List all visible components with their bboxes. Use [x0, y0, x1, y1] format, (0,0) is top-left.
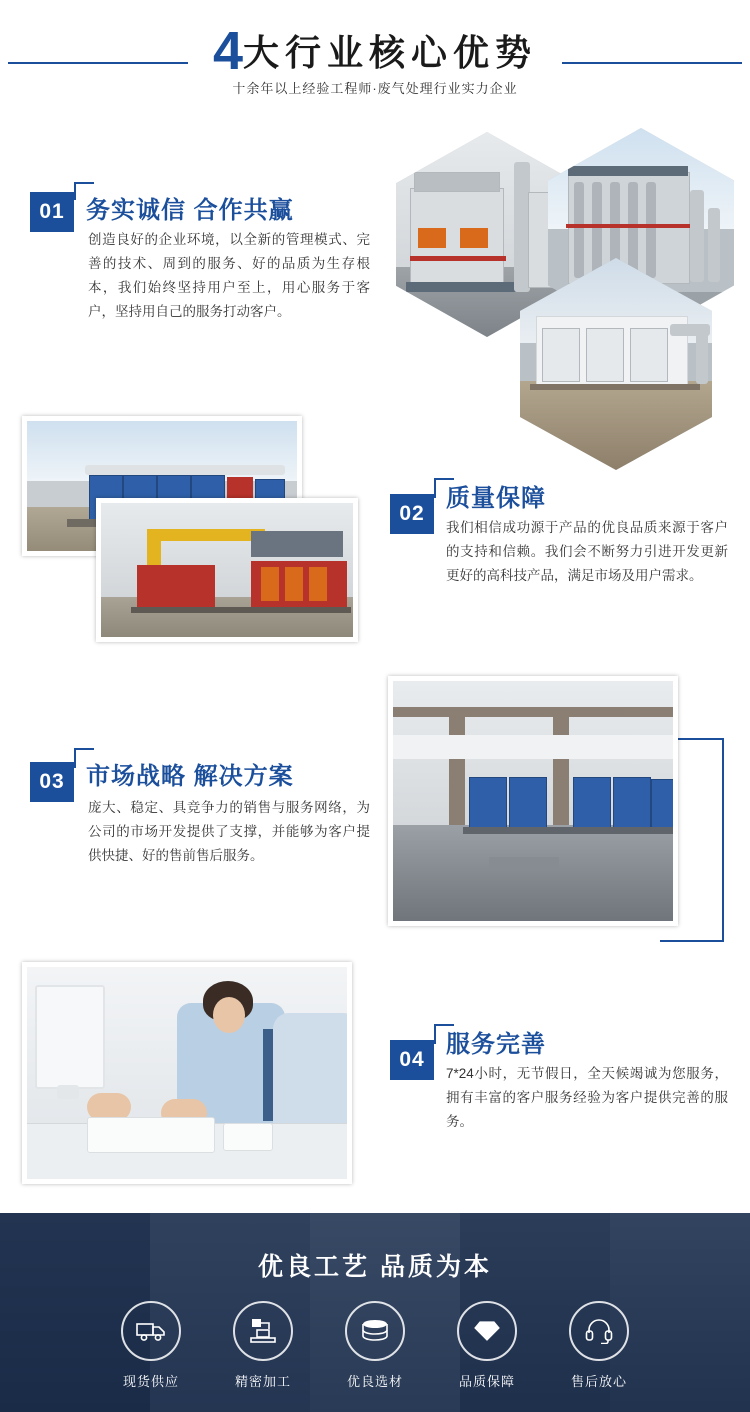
footer-banner	[0, 1213, 750, 1412]
section-03-body: 庞大、稳定、具竞争力的销售与服务网络，为公司的市场开发提供了支撑，并能够为客户提供快捷、好的售前售后服务。	[88, 800, 370, 863]
footer-item-service	[556, 1301, 642, 1390]
section-02-number: 02	[390, 494, 434, 534]
section-04-number: 04	[390, 1040, 434, 1080]
page-header	[0, 0, 750, 110]
footer-item-label: 优良选材	[346, 1374, 403, 1389]
footer-item-label: 售后放心	[570, 1374, 627, 1389]
footer-item-precision	[220, 1301, 306, 1390]
diamond-icon	[457, 1301, 517, 1361]
section-03-number: 03	[30, 762, 74, 802]
truck-icon	[121, 1301, 181, 1361]
section-02-title: 质量保障	[446, 485, 546, 512]
image-photo-03	[388, 676, 678, 926]
footer-item-stock	[108, 1301, 194, 1390]
image-photo-04	[22, 962, 352, 1184]
footer-item-label: 精密加工	[234, 1374, 291, 1389]
page-title	[0, 21, 750, 81]
image-photo-02-b	[96, 498, 358, 642]
header-number: 4	[212, 21, 244, 81]
layers-icon	[345, 1301, 405, 1361]
machine-icon	[233, 1301, 293, 1361]
section-01-number: 01	[30, 192, 74, 232]
footer-item-label: 品质保障	[458, 1374, 515, 1389]
footer-title: 优良工艺 品质为本	[258, 1253, 492, 1281]
section-04-body: 7*24小时，无节假日，全天候竭诚为您服务，拥有丰富的客户服务经验为客户提供完善的服务。	[446, 1066, 728, 1129]
section-01-body: 创造良好的企业环境，以全新的管理模式、完善的技术、周到的服务、好的品质为生存根本，我们始终坚持用户至上，用心服务于客户，坚持用自己的服务打动客户。	[88, 232, 370, 319]
footer-item-quality	[444, 1301, 530, 1390]
footer-item-material	[332, 1301, 418, 1390]
section-03-title: 市场战略 解决方案	[86, 763, 294, 790]
header-main-title: 大行业核心优势	[243, 32, 538, 73]
header-subtitle: 十余年以上经验工程师·废气处理行业实力企业	[232, 81, 518, 96]
section-02-body: 我们相信成功源于产品的优良品质来源于客户的支持和信赖。我们会不断努力引进开发更新更好的高科技产品，满足市场及用户需求。	[446, 520, 728, 583]
section-04-title: 服务完善	[446, 1031, 546, 1058]
headset-icon	[569, 1301, 629, 1361]
footer-item-label: 现货供应	[122, 1374, 179, 1389]
section-01-title: 务实诚信 合作共赢	[86, 197, 294, 224]
footer-icon-row	[0, 1301, 750, 1390]
